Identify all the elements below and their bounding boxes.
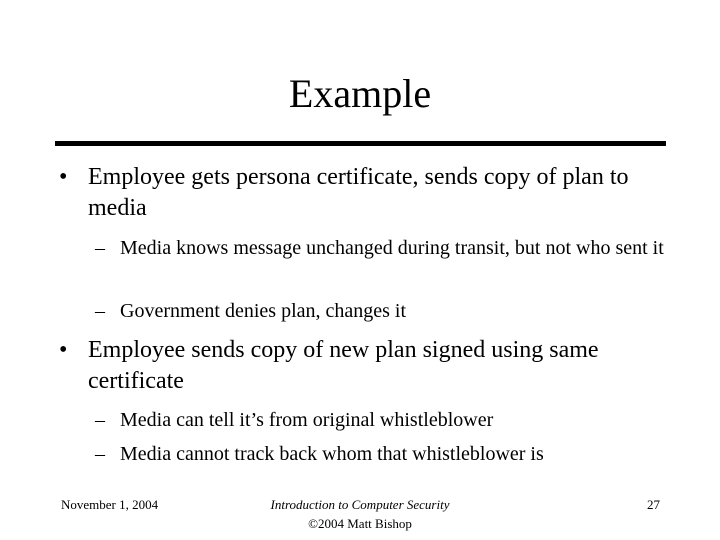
page-number: 27 <box>647 497 660 512</box>
bullet-item <box>59 335 658 397</box>
dash-icon: – <box>95 237 105 259</box>
footer-date: November 1, 2004 <box>61 497 159 512</box>
bullet-item <box>59 162 658 224</box>
dash-icon: – <box>95 443 105 465</box>
sub-bullet-item <box>95 441 680 467</box>
sub-bullet-item <box>95 407 680 433</box>
sub-bullet-text: Government denies plan, changes it <box>120 300 407 322</box>
dash-icon: – <box>95 300 105 322</box>
footer-copyright: ©2004 Matt Bishop <box>308 516 412 531</box>
bullet-text: Employee gets persona certificate, sends copy of plan to media <box>88 164 629 221</box>
sub-bullet-item <box>95 235 680 261</box>
sub-bullet-text: Media can tell it’s from original whistleblower <box>120 409 494 431</box>
dash-icon: – <box>95 409 105 431</box>
bullet-icon: • <box>59 337 68 363</box>
sub-bullet-text: Media cannot track back whom that whistleblower is <box>120 443 544 465</box>
bullet-icon: • <box>59 164 68 190</box>
slide-title: Example <box>288 71 432 116</box>
title-divider <box>55 141 666 146</box>
footer-course: Introduction to Computer Security <box>270 497 450 512</box>
footer-course-info <box>210 495 510 533</box>
bullet-text: Employee sends copy of new plan signed using same certificate <box>88 337 599 394</box>
sub-bullet-item <box>95 298 680 324</box>
sub-bullet-text: Media knows message unchanged during transit, but not who sent it <box>120 237 664 259</box>
